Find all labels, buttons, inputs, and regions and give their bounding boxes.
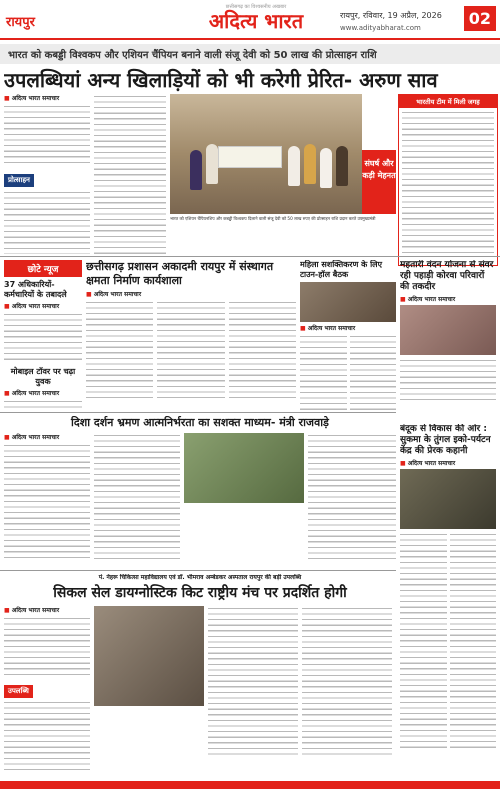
story-headline-mahtari: महतारी वंदन योजना से संवर रही पहाड़ी कोरवा परिवारों की तकदीर	[400, 260, 494, 292]
sidebox-heading: भारतीय टीम में मिली जगह	[399, 95, 497, 108]
logo-name: अदित्य भारत	[208, 9, 304, 33]
lead-photo-caption: भारत को एशियन चैंपियनशिप और कबड्डी विश्वकप दिलाने वाली संजू देवी को 50 लाख रुपए की प्रोत्साहन राशि प्रदान करते उपमुख्यमंत्री	[170, 216, 376, 221]
sickle-photo	[94, 606, 204, 706]
sickle-cell-story	[4, 574, 396, 778]
mahtari-story	[400, 260, 496, 420]
lead-body-text-2	[4, 190, 90, 254]
story-byline-text: अदित्य भारत समाचार	[307, 325, 356, 332]
story-byline: ■ अदित्य भारत समाचार	[4, 607, 60, 614]
story-body-text	[208, 606, 298, 758]
person-figure	[320, 148, 332, 188]
story-headline-tower: मोबाइल टॉवर पर चढ़ा युवक	[10, 367, 76, 386]
logo-tagline: छत्तीसगढ़ का विश्वसनीय अखबार	[225, 4, 287, 10]
story-headline-transfers: 37 अधिकारियों-कर्मचारियों के तबादले	[4, 280, 67, 299]
lead-tag: प्रोत्साहन	[4, 174, 34, 187]
story-body-text	[4, 616, 90, 676]
lead-byline-text: अदित्य भारत समाचार	[11, 95, 60, 102]
website-url[interactable]: www.adityabharat.com	[340, 24, 421, 32]
story-byline-text: अदित्य भारत समाचार	[11, 390, 60, 397]
masthead	[0, 0, 500, 40]
story-body-text	[86, 300, 153, 400]
lead-byline: ■ अदित्य भारत समाचार	[4, 95, 60, 102]
newspaper-logo	[196, 4, 316, 36]
short-news-column	[4, 260, 82, 408]
lead-headline: उपलब्धियां अन्य खिलाड़ियों को भी करेगी प्रेरित- अरुण साव	[4, 68, 438, 92]
story-body-text	[350, 334, 397, 410]
story-body-text	[94, 433, 180, 559]
story-body-text	[308, 433, 396, 559]
story-body-text	[229, 300, 296, 400]
ceremonial-cheque	[218, 146, 282, 168]
story-byline: ■ अदित्य भारत समाचार	[86, 291, 142, 298]
story-byline-text: अदित्य भारत समाचार	[11, 434, 60, 441]
page-number: 02	[464, 6, 496, 31]
story-byline-text: अदित्य भारत समाचार	[407, 296, 456, 303]
city-label: रायपुर	[6, 15, 35, 30]
story-body-text	[4, 312, 82, 364]
story-kicker-sickle: पं. नेहरू चिकित्सा महाविद्यालय एवं डॉ. भीमराव अम्बेडकर अस्पताल रायपुर की बड़ी उपलब्धि	[98, 574, 302, 581]
dateline: रायपुर, रविवार, 19 अप्रैल, 2026	[340, 11, 442, 20]
lead-photo	[170, 94, 362, 214]
person-figure	[336, 146, 348, 186]
story-byline-text: अदित्य भारत समाचार	[407, 460, 456, 467]
story-byline-text: अदित्य भारत समाचार	[11, 303, 60, 310]
section-divider	[0, 570, 396, 571]
academy-story	[86, 260, 296, 408]
disha-story	[4, 416, 396, 566]
story-body-text	[302, 606, 392, 758]
story-body-text	[4, 443, 90, 561]
story-body-text	[157, 300, 224, 400]
top-banner: भारत को कबड्डी विश्वकप और एशियन चैंपियन बनाने वाली संजू देवी को 50 लाख की प्रोत्साहन राशि	[0, 44, 500, 64]
story-byline: ■ अदित्य भारत समाचार	[300, 325, 356, 332]
story-byline-text: अदित्य भारत समाचार	[11, 607, 60, 614]
story-body-text	[400, 358, 496, 402]
story-byline: ■ अदित्य भारत समाचार	[400, 296, 456, 303]
story-headline-academy: छत्तीसगढ़ प्रशासन अकादमी रायपुर में संस्थागत क्षमता निर्माण कार्यशाला	[86, 260, 274, 287]
story-tag-uplabdhi: उपलब्धि	[4, 685, 33, 698]
disha-photo	[184, 433, 304, 503]
short-news-kicker: छोटे न्यूज	[4, 260, 82, 277]
story-byline: ■ अदित्य भारत समाचार	[4, 390, 60, 397]
story-byline: ■ अदित्य भारत समाचार	[4, 303, 60, 310]
lead-body-text-3	[94, 94, 166, 254]
lead-column-2	[94, 94, 166, 254]
lead-body-text	[4, 104, 90, 164]
story-byline: ■ अदित्य भारत समाचार	[4, 434, 60, 441]
lead-sidebox	[398, 94, 498, 266]
bottom-color-bar	[0, 781, 500, 789]
mahtari-photo	[400, 305, 496, 355]
story-headline-sickle: सिकल सेल डायग्नोस्टिक किट राष्ट्रीय मंच पर प्रदर्शित होगी	[53, 585, 347, 601]
story-headline-townhall: महिला सशक्तिकरण के लिए टाउन-हॉल बैठक	[300, 260, 382, 279]
townhall-story	[300, 260, 396, 410]
person-figure	[288, 146, 300, 186]
story-body-text	[4, 399, 82, 408]
story-byline-text: अदित्य भारत समाचार	[93, 291, 142, 298]
lead-overlay-quote: संघर्ष और कड़ी मेहनत	[362, 150, 396, 214]
sukma-story	[400, 424, 496, 781]
section-divider	[0, 256, 500, 257]
story-body-text	[450, 532, 497, 752]
sukma-photo	[400, 469, 496, 529]
section-divider	[0, 412, 396, 413]
lead-column-1	[4, 94, 90, 254]
person-figure	[206, 144, 218, 184]
story-headline-disha: दिशा दर्शन भ्रमण आत्मनिर्भरता का सशक्त माध्यम- मंत्री राजवाड़े	[71, 416, 329, 429]
story-body-text	[4, 700, 90, 770]
story-body-text	[300, 334, 347, 410]
sidebox-text	[402, 110, 494, 256]
person-figure	[304, 144, 316, 184]
story-byline: ■ अदित्य भारत समाचार	[400, 460, 456, 467]
townhall-photo	[300, 282, 396, 322]
story-body-text	[400, 532, 447, 752]
story-headline-sukma: बंदूक से विकास की ओर : सुकमा के तुंगल इको-पर्यटन केंद्र की प्रेरक कहानी	[400, 424, 491, 456]
person-figure	[190, 150, 202, 190]
